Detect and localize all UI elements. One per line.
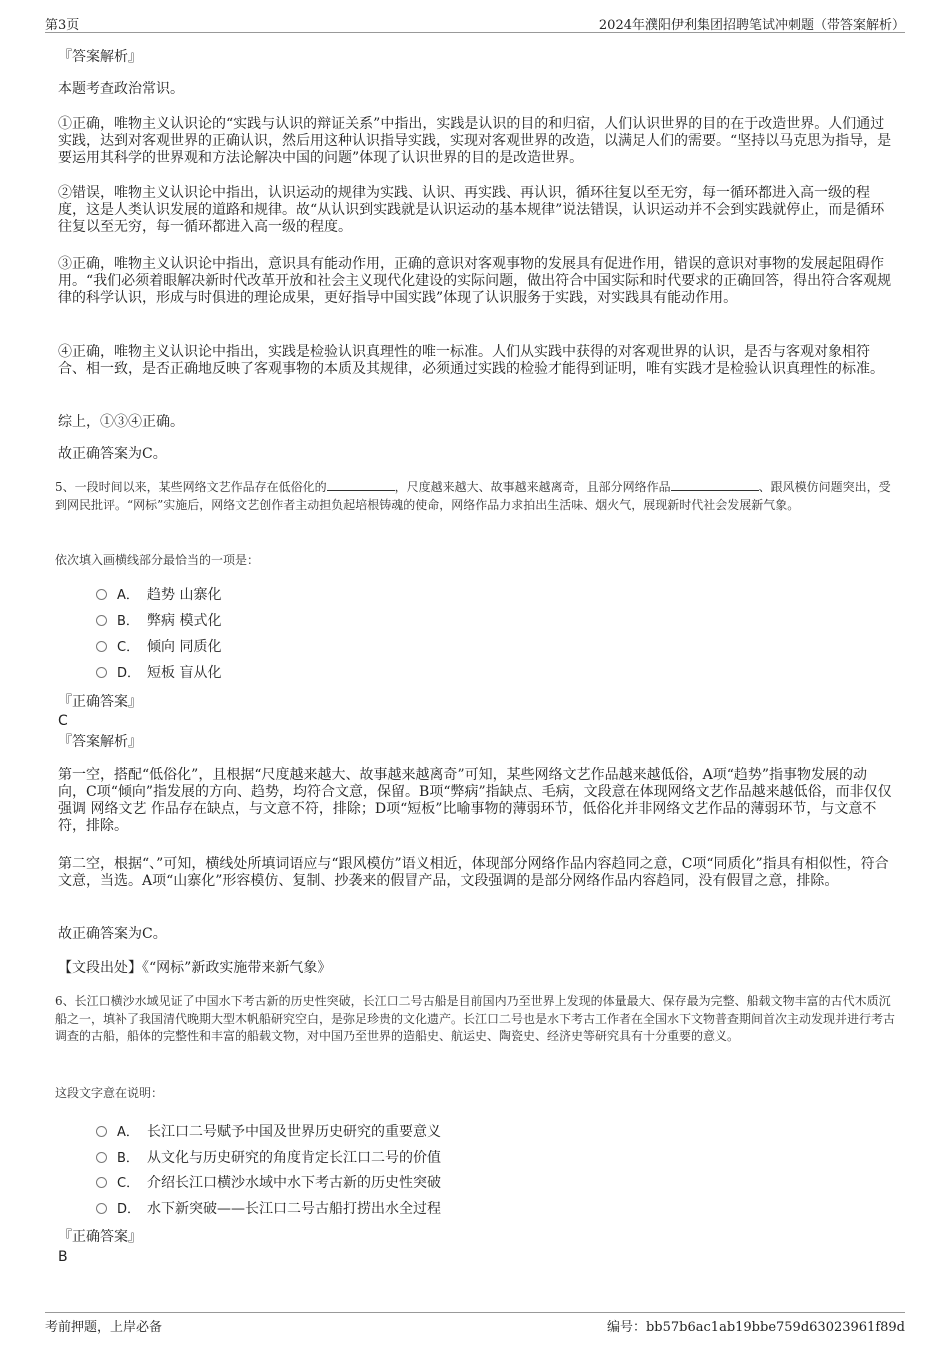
q4-paragraph-6: 综上，①③④正确。 <box>58 414 184 430</box>
q5-analysis-label: 『答案解析』 <box>58 734 142 750</box>
radio-icon[interactable] <box>96 1177 107 1188</box>
document-title: 2024年濮阳伊利集团招聘笔试冲刺题（带答案解析） <box>598 18 905 33</box>
q5-option-c[interactable] <box>96 637 221 657</box>
q6-option-c[interactable] <box>96 1173 441 1193</box>
q6-prompt: 这段文字意在说明： <box>55 1086 164 1100</box>
q5-option-d[interactable] <box>96 663 221 683</box>
q6-answer-label: 『正确答案』 <box>58 1229 142 1245</box>
page-footer <box>45 1312 905 1335</box>
q6-option-b[interactable] <box>96 1148 441 1168</box>
q5-stem <box>55 478 897 514</box>
q4-paragraph-2: ①正确，唯物主义认识论的“实践与认识的辩证关系”中指出，实践是认识的目的和归宿，人们认识世界的目的在于改造世界。人们通过实践，达到对客观世界的正确认识，然后用这种认识指导实践，实现对客观世界的改造，以满足人们的需要。“坚持以马克思为指导，是要运用其科学的世界观和方法论解决中国的问题”体现了认识世界的目的是改造世界。 <box>58 116 892 166</box>
q4-paragraph-3: ②错误，唯物主义认识论中指出，认识运动的规律为实践、认识、再实践、再认识，循环往复以至无穷，每一循环都进入高一级的程度，这是人类认识发展的道路和规律。故“从认识到实践就是认识运动的基本规律”说法错误，认识运动并不会到实践就停止，而是循环往复以至无穷，每一循环都进入高一级的程度。 <box>58 185 885 235</box>
document-id: 编号：bb57b6ac1ab19bbe759d63023961f89d <box>606 1320 905 1335</box>
option-letter: C． <box>117 640 140 655</box>
option-letter: B． <box>117 1151 139 1166</box>
q6-option-a[interactable] <box>96 1122 441 1142</box>
q5-stem-part-3: 、跟风模仿问题突出，受到网民批评。“网标”实施后，网络文艺创作者主动担负起培根铸魂的使命，网络作品力求拍出生活味、烟火气，展现新时代社会发展新气象。 <box>55 480 891 512</box>
option-text: 水下新突破——长江口二号古船打捞出水全过程 <box>147 1201 441 1217</box>
q6-option-d[interactable] <box>96 1199 441 1219</box>
q4-paragraph-4: ③正确，唯物主义认识论中指出，意识具有能动作用，正确的意识对客观事物的发展具有促进作用，错误的意识对事物的发展起阻碍作用。“我们必须着眼解决新时代改革开放和社会主义现代化建设的实际问题，做出符合中国实际和时代要求的正确回答，得出符合客观规律的科学认识，形成与时俱进的理论成果，更好指导中国实践”体现了认识服务于实践，对实践具有能动作用。 <box>58 256 892 306</box>
option-letter: D． <box>117 1202 141 1217</box>
q4-analysis-label: 『答案解析』 <box>58 49 142 65</box>
q4-paragraph-5: ④正确，唯物主义认识论中指出，实践是检验认识真理性的唯一标准。人们从实践中获得的对客观世界的认识，是否与客观对象相符合、相一致，是否正确地反映了客观事物的本质及其规律，必须通过实践的检验才能得到证明，唯有实践才是检验认识真理性的标准。 <box>58 344 884 377</box>
option-text: 短板 盲从化 <box>147 665 222 681</box>
option-text: 倾向 同质化 <box>147 639 222 655</box>
option-letter: B． <box>117 614 139 629</box>
q4-paragraph-7: 故正确答案为C。 <box>58 446 167 462</box>
option-text: 弊病 模式化 <box>147 613 222 629</box>
option-letter: A． <box>117 1125 139 1140</box>
q5-stem-part-2: ，尺度越来越大、故事越来越离奇，且部分网络作品 <box>394 480 671 494</box>
radio-icon[interactable] <box>96 1126 107 1137</box>
q5-analysis-1: 第一空，搭配“低俗化”，且根据“尺度越来越大、故事越来越离奇”可知，某些网络文艺作品越来越低俗，A项“趋势”指事物发展的动向，C项“倾向”指发展的方向、趋势，均符合文意，保留。B项“弊病”指缺点、毛病，文段意在体现网络文艺作品越来越低俗，而非仅仅强调 网络文艺 作品存在缺点，与文意不符，排除；D项“短板”比喻事物的薄弱环节，低俗化并非网络文艺作品的薄弱环节，与文意不符，排除。 <box>58 767 892 834</box>
footer-slogan: 考前押题，上岸必备 <box>45 1320 163 1335</box>
q5-blank-2 <box>671 478 759 491</box>
radio-icon[interactable] <box>96 641 107 652</box>
option-text: 长江口二号赋予中国及世界历史研究的重要意义 <box>147 1124 441 1140</box>
q5-source: 【文段出处】《“网标”新政实施带来新气象》 <box>58 960 332 976</box>
option-letter: D． <box>117 666 141 681</box>
radio-icon[interactable] <box>96 667 107 678</box>
radio-icon[interactable] <box>96 1152 107 1163</box>
q6-answer: B <box>58 1249 68 1265</box>
q5-blank-1 <box>327 478 395 491</box>
option-text: 从文化与历史研究的角度肯定长江口二号的价值 <box>147 1150 441 1166</box>
q4-paragraph-1: 本题考查政治常识。 <box>58 81 184 97</box>
q5-answer-label: 『正确答案』 <box>58 694 142 710</box>
page-header <box>45 12 905 33</box>
option-text: 趋势 山寨化 <box>147 587 222 603</box>
option-letter: C． <box>117 1176 140 1191</box>
q5-option-a[interactable] <box>96 585 221 605</box>
radio-icon[interactable] <box>96 615 107 626</box>
q6-stem: 6、长江口横沙水域见证了中国水下考古新的历史性突破，长江口二号古船是目前国内乃至世界上发现的体量最大、保存最为完整、船载文物丰富的古代木质沉船之一，填补了我国清代晚期大型木帆船研究空白，是弥足珍贵的文化遗产。长江口二号也是水下考古工作者在全国水下文物普查期间首次主动发现并进行考古调查的古船，船体的完整性和丰富的船载文物，对中国乃至世界的造船史、航运史、陶瓷史、经济史等研究具有十分重要的意义。 <box>55 994 896 1043</box>
q5-stem-part-1: 5、一段时间以来，某些网络文艺作品存在低俗化的 <box>55 480 327 494</box>
q5-answer: C <box>58 713 68 729</box>
page-number: 第3页 <box>45 18 80 33</box>
option-letter: A． <box>117 588 139 603</box>
q5-option-b[interactable] <box>96 611 221 631</box>
radio-icon[interactable] <box>96 1203 107 1214</box>
option-text: 介绍长江口横沙水域中水下考古新的历史性突破 <box>147 1175 441 1191</box>
q5-prompt: 依次填入画横线部分最恰当的一项是： <box>55 553 260 567</box>
q5-analysis-2: 第二空，根据“、”可知，横线处所填词语应与“跟风模仿”语义相近，体现部分网络作品内容趋同之意，C项“同质化”指具有相似性，符合文意，当选。A项“山寨化”形容模仿、复制、抄袭来的假冒产品，文段强调的是部分网络作品内容趋同，没有假冒之意，排除。 <box>58 856 889 889</box>
radio-icon[interactable] <box>96 589 107 600</box>
q5-analysis-3: 故正确答案为C。 <box>58 926 167 942</box>
